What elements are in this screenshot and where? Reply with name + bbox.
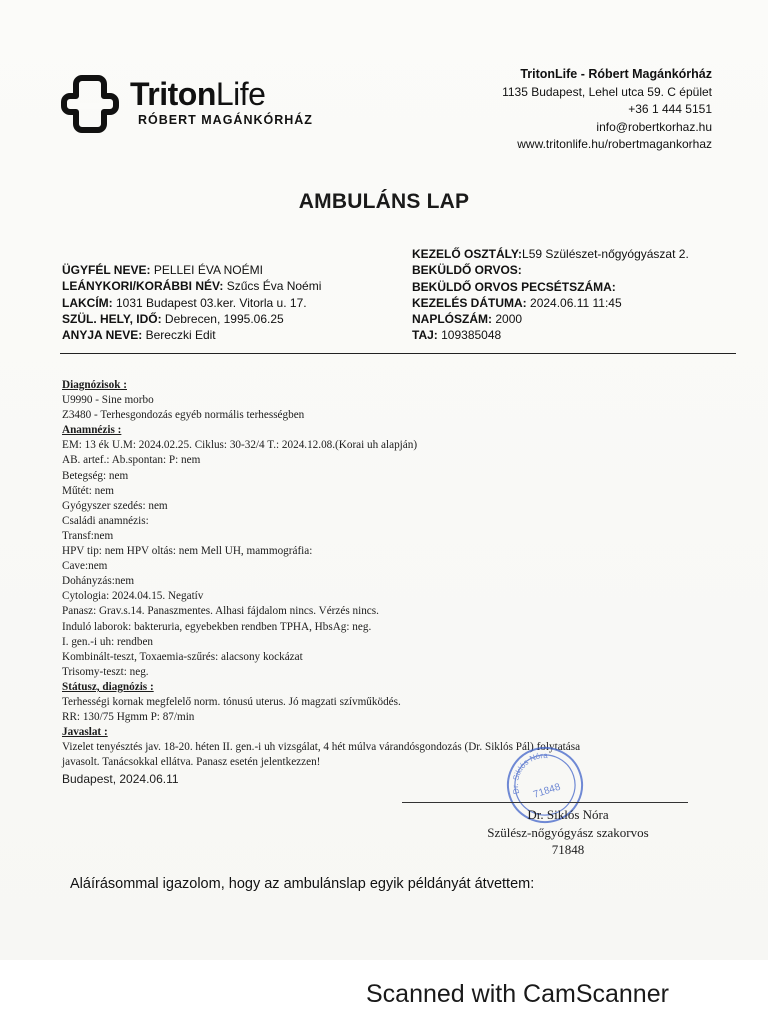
diagnoses-heading: Diagnózisok :	[62, 379, 127, 391]
suggestion-line: javasolt. Tanácsokkal ellátva. Panasz esetén jelentkezzen!	[62, 756, 321, 769]
doctor-number: 71848	[551, 842, 585, 857]
visit-info	[412, 246, 689, 344]
treatment-date: 2024.06.11 11:45	[530, 295, 622, 310]
patient-info	[62, 262, 321, 343]
tritonlife-logo-icon	[58, 72, 122, 136]
anamnesis-line: Családi anamnézis:	[62, 514, 149, 527]
status-line: Terhességi kornak megfelelő norm. tónusú uterus. Jó magzati szívműködés.	[62, 695, 401, 708]
anamnesis-line: Műtét: nem	[62, 484, 114, 497]
hospital-phone: +36 1 444 5151	[628, 102, 712, 116]
referrer-label: BEKÜLDŐ ORVOS:	[412, 263, 522, 278]
anamnesis-line: Gyógyszer szedés: nem	[62, 499, 168, 512]
anamnesis-list	[62, 438, 702, 680]
hospital-name: TritonLife - Róbert Magánkórház	[520, 67, 712, 81]
anamnesis-line: I. gen.-i uh: rendben	[62, 635, 154, 648]
anamnesis-line: Dohányzás:nem	[62, 575, 135, 588]
anamnesis-line: Induló laborok: bakteruria, egyebekben rendben TPHA, HbsAg: neg.	[62, 620, 372, 633]
anamnesis-line: Cave:nem	[62, 560, 108, 573]
svg-text:Dr. Siklós Nóra: Dr. Siklós Nóra	[510, 750, 548, 795]
anamnesis-line: EM: 13 ék U.M: 2024.02.25. Ciklus: 30-32/4 T.: 2024.12.08.(Korai uh alapján)	[62, 439, 418, 452]
treatment-date-label: KEZELÉS DÁTUMA:	[412, 295, 527, 310]
doctor-role: Szülész-nőgyógyász szakorvos	[487, 824, 649, 840]
header-divider	[60, 353, 736, 354]
place-date: Budapest, 2024.06.11	[62, 772, 179, 787]
referrer-stamp-label: BEKÜLDŐ ORVOS PECSÉTSZÁMA:	[412, 279, 616, 294]
patient-address: 1031 Budapest 03.ker. Vitorla u. 17.	[116, 295, 307, 310]
patient-name: PELLEI ÉVA NOÉMI	[153, 263, 263, 277]
status-line: RR: 130/75 Hgmm P: 87/min	[62, 711, 195, 724]
hospital-web: www.tritonlife.hu/robertmagankorhaz	[517, 137, 712, 151]
anamnesis-line: AB. artef.: Ab.spontan: P: nem	[62, 454, 201, 467]
address-label: LAKCÍM:	[62, 295, 113, 310]
taj-label: TAJ:	[412, 328, 438, 343]
document-title: AMBULÁNS LAP	[298, 190, 470, 213]
mother-name: Bereczki Edit	[145, 328, 216, 343]
mother-name-label: ANYJA NEVE:	[62, 328, 143, 343]
birth-label: SZÜL. HELY, IDŐ:	[62, 311, 162, 326]
anamnesis-line: Transf:nem	[62, 529, 114, 542]
anamnesis-line: Betegség: nem	[62, 469, 129, 482]
department-label: KEZELŐ OSZTÁLY:	[412, 247, 523, 261]
doctor-name: Dr. Siklós Nóra	[527, 807, 609, 822]
anamnesis-line: HPV tip: nem HPV oltás: nem Mell UH, mammográfia:	[62, 545, 313, 558]
anamnesis-line: Kombinált-teszt, Toxaemia-szűrés: alacsony kockázat	[62, 650, 303, 663]
suggestion-line: Vizelet tenyésztés jav. 18-20. héten II. gen.-i uh vizsgálat, 4 hét múlva várandósgondozás (Dr. Siklós Pál) folytatása	[62, 741, 581, 754]
maiden-name-label: LEÁNYKORI/KORÁBBI NÉV:	[62, 279, 224, 294]
brand-subtitle: RÓBERT MAGÁNKÓRHÁZ	[138, 113, 313, 127]
log-number-label: NAPLÓSZÁM:	[412, 312, 492, 327]
diagnosis-line: U9990 - Sine morbo	[62, 394, 154, 407]
clinical-notes	[62, 378, 702, 788]
diagnosis-line: Z3480 - Terhesgondozás egyéb normális terhességben	[62, 409, 305, 422]
hospital-address-block	[502, 66, 712, 154]
doctor-signature-block	[448, 806, 688, 859]
camscanner-watermark: Scanned with CamScanner	[366, 980, 669, 1008]
signature-line	[402, 802, 688, 803]
birth-place-date: Debrecen, 1995.06.25	[164, 311, 284, 326]
acknowledgement-text: Aláírásommal igazolom, hogy az ambulánslap egyik példányát átvettem:	[70, 876, 535, 892]
anamnesis-line: Trisomy-teszt: neg.	[62, 665, 149, 678]
department: L59 Szülészet-nőgyógyászat 2.	[522, 247, 689, 261]
anamnesis-line: Cytologia: 2024.04.15. Negatív	[62, 590, 204, 603]
anamnesis-heading: Anamnézis :	[62, 424, 122, 437]
status-heading: Státusz, diagnózis :	[62, 680, 154, 693]
anamnesis-line: Panasz: Grav.s.14. Panaszmentes. Alhasi fájdalom nincs. Vérzés nincs.	[62, 605, 379, 618]
maiden-name: Szűcs Éva Noémi	[226, 279, 322, 294]
hospital-street: 1135 Budapest, Lehel utca 59. C épület	[502, 84, 712, 99]
svg-text:71848: 71848	[532, 781, 562, 801]
patient-name-label: ÜGYFÉL NEVE:	[62, 263, 151, 277]
log-number: 2000	[495, 312, 523, 327]
brand-name: TritonLife	[130, 76, 266, 112]
suggestion-heading: Javaslat :	[62, 726, 108, 739]
taj-number: 109385048	[441, 328, 502, 343]
hospital-email: info@robertkorhaz.hu	[596, 119, 712, 134]
